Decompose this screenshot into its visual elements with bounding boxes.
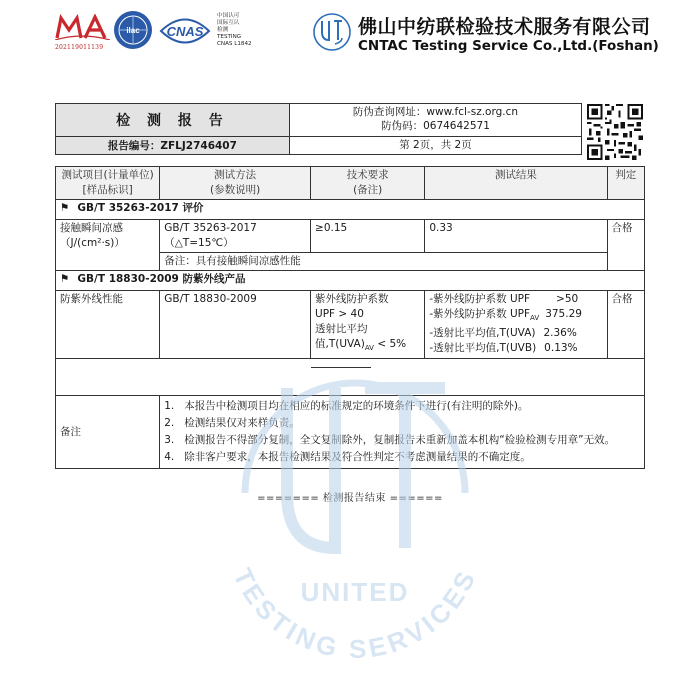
remarks-row xyxy=(56,396,645,469)
report-number: 报告编号：ZFLJ2746407 xyxy=(56,137,290,155)
table-row xyxy=(56,220,645,253)
row2-result-line xyxy=(429,326,602,341)
col-result: 测试结果 xyxy=(425,167,607,200)
accreditation-logos xyxy=(55,10,275,54)
col-item-line1: 测试项目(计量单位) xyxy=(61,169,154,181)
row1-method xyxy=(160,220,311,253)
row1-verdict: 合格 xyxy=(607,220,644,271)
section-title-text: GB/T 35263-2017 评价 xyxy=(77,202,204,214)
svg-text:ilac: ilac xyxy=(126,26,140,35)
result-label: -紫外线防护系数 UPF xyxy=(429,308,531,320)
col-item xyxy=(56,167,160,200)
row1-requirement: ≥0.15 xyxy=(311,220,425,253)
section-row xyxy=(56,271,645,291)
list-item-text: 本报告中检测项目均在相应的标准规定的环境条件下进行(有注明的除外)。 xyxy=(184,400,529,413)
report-header-table xyxy=(55,103,645,155)
result-value: >50 xyxy=(556,293,579,305)
list-item-number: 1. xyxy=(164,400,175,413)
row2-req-line xyxy=(315,337,420,356)
company-header xyxy=(312,12,672,58)
col-verdict: 判定 xyxy=(607,167,644,200)
page-info: 第 2页，共 2页 xyxy=(289,137,581,155)
row1-item-line1: 接触瞬间凉感 xyxy=(60,222,123,234)
watermark-arc-text: TESTING SERVICES xyxy=(227,563,483,663)
result-value: 0.13% xyxy=(544,342,578,355)
report-end-marker: ======= 检测报告结束 ====== xyxy=(257,493,443,504)
table-row xyxy=(56,291,645,359)
row2-req-line: UPF > 40 xyxy=(315,308,364,320)
row2-result-line xyxy=(429,341,602,356)
row2-req-value: < 5% xyxy=(377,338,407,350)
remarks-content xyxy=(160,396,645,469)
watermark-united: UNITED xyxy=(300,577,410,607)
svg-text:CNAS: CNAS xyxy=(166,24,204,39)
list-item-text: 检测报告不得部分复制，全文复制除外，复制报告未重新加盖本机构“检验检测专用章”无效。 xyxy=(184,434,616,447)
row1-item-line2: （J/(cm²·s)） xyxy=(60,237,125,249)
list-item xyxy=(164,415,640,432)
results-table xyxy=(55,166,645,469)
section-row xyxy=(56,200,645,220)
company-name-en: CNTAC Testing Service Co.,Ltd.(Foshan) xyxy=(358,38,659,54)
row2-req-line: 透射比平均 xyxy=(315,323,368,335)
remarks-label: 备注 xyxy=(56,396,160,469)
column-header-row xyxy=(56,167,645,200)
result-value: 2.36% xyxy=(543,327,577,340)
cnas-caption-line: TESTING xyxy=(217,34,242,40)
cma-number: 202119011139 xyxy=(55,44,104,51)
list-item-number: 2. xyxy=(164,417,175,430)
list-item xyxy=(164,449,640,466)
query-site: 防伪查询网址：www.fcl-sz.org.cn xyxy=(352,106,519,118)
flag-icon: ⚑ xyxy=(60,273,70,285)
col-req-line1: 技术要求 xyxy=(346,169,389,181)
flag-icon: ⚑ xyxy=(60,202,70,214)
cnas-caption-line: 检测 xyxy=(217,27,229,33)
col-requirement xyxy=(311,167,425,200)
uts-logo xyxy=(312,12,352,54)
row1-item xyxy=(56,220,160,271)
section-title-text: GB/T 18830-2009 防紫外线产品 xyxy=(77,273,246,285)
divider-line xyxy=(311,367,371,368)
remarks-list xyxy=(164,398,640,466)
row2-result-line xyxy=(429,307,602,326)
result-label: -透射比平均值,T(UVA) xyxy=(429,327,536,340)
cma-logo xyxy=(55,14,110,40)
col-item-line2: [样品标识] xyxy=(82,184,133,196)
list-item-text: 除非客户要求，本报告检测结果及符合性判定不考虑测量结果的不确定度。 xyxy=(184,451,531,464)
row1-result: 0.33 xyxy=(425,220,607,253)
col-method-line1: 测试方法 xyxy=(214,169,257,181)
row2-verdict: 合格 xyxy=(607,291,644,359)
col-method-line2: (参数说明) xyxy=(210,184,261,196)
row1-method-line2: （△T=15℃） xyxy=(164,237,234,249)
row2-result-line xyxy=(429,292,602,307)
company-name-cn: 佛山中纺联检验技术服务有限公司 xyxy=(358,16,651,38)
result-value: 375.29 xyxy=(545,308,582,320)
cnas-logo xyxy=(157,12,213,50)
row2-result xyxy=(425,291,607,359)
col-method xyxy=(160,167,311,200)
row2-req-line: 紫外线防护系数 xyxy=(315,293,389,305)
blank-row xyxy=(56,359,645,396)
section-title xyxy=(56,200,645,220)
row2-method: GB/T 18830-2009 xyxy=(160,291,311,359)
ilac-mra-logo xyxy=(113,10,153,50)
section-title xyxy=(56,271,645,291)
list-item xyxy=(164,398,640,415)
report-title: 检 测 报 告 xyxy=(56,104,290,137)
row2-req-label: 值,T(UVA) xyxy=(315,338,365,350)
col-req-line2: (备注) xyxy=(353,184,383,196)
list-item-text: 检测结果仅对来样负责。 xyxy=(184,417,300,430)
sub-av: AV xyxy=(530,314,540,323)
cnas-caption-line: 中国认可 xyxy=(217,13,240,19)
list-item xyxy=(164,432,640,449)
watermark-arc xyxy=(227,564,482,663)
list-item-number: 4. xyxy=(164,451,175,464)
row2-item: 防紫外线性能 xyxy=(56,291,160,359)
report-verify-info xyxy=(289,104,581,137)
sub-av: AV xyxy=(364,344,374,353)
cnas-caption-line: 国际互认 xyxy=(217,20,240,26)
qr-code xyxy=(587,104,643,160)
cnas-caption xyxy=(217,13,252,48)
row1-method-line1: GB/T 35263-2017 xyxy=(164,222,257,234)
list-item-number: 3. xyxy=(164,434,175,447)
row1-note: 备注：具有接触瞬间凉感性能 xyxy=(160,253,607,271)
result-label: -紫外线防护系数 UPF xyxy=(429,293,531,305)
row2-requirement xyxy=(311,291,425,359)
anti-fake-code: 防伪码：0674642571 xyxy=(381,120,490,132)
result-label: -透射比平均值,T(UVB) xyxy=(429,342,537,355)
blank-cell xyxy=(56,359,645,396)
cnas-caption-line: CNAS L1842 xyxy=(217,41,252,47)
